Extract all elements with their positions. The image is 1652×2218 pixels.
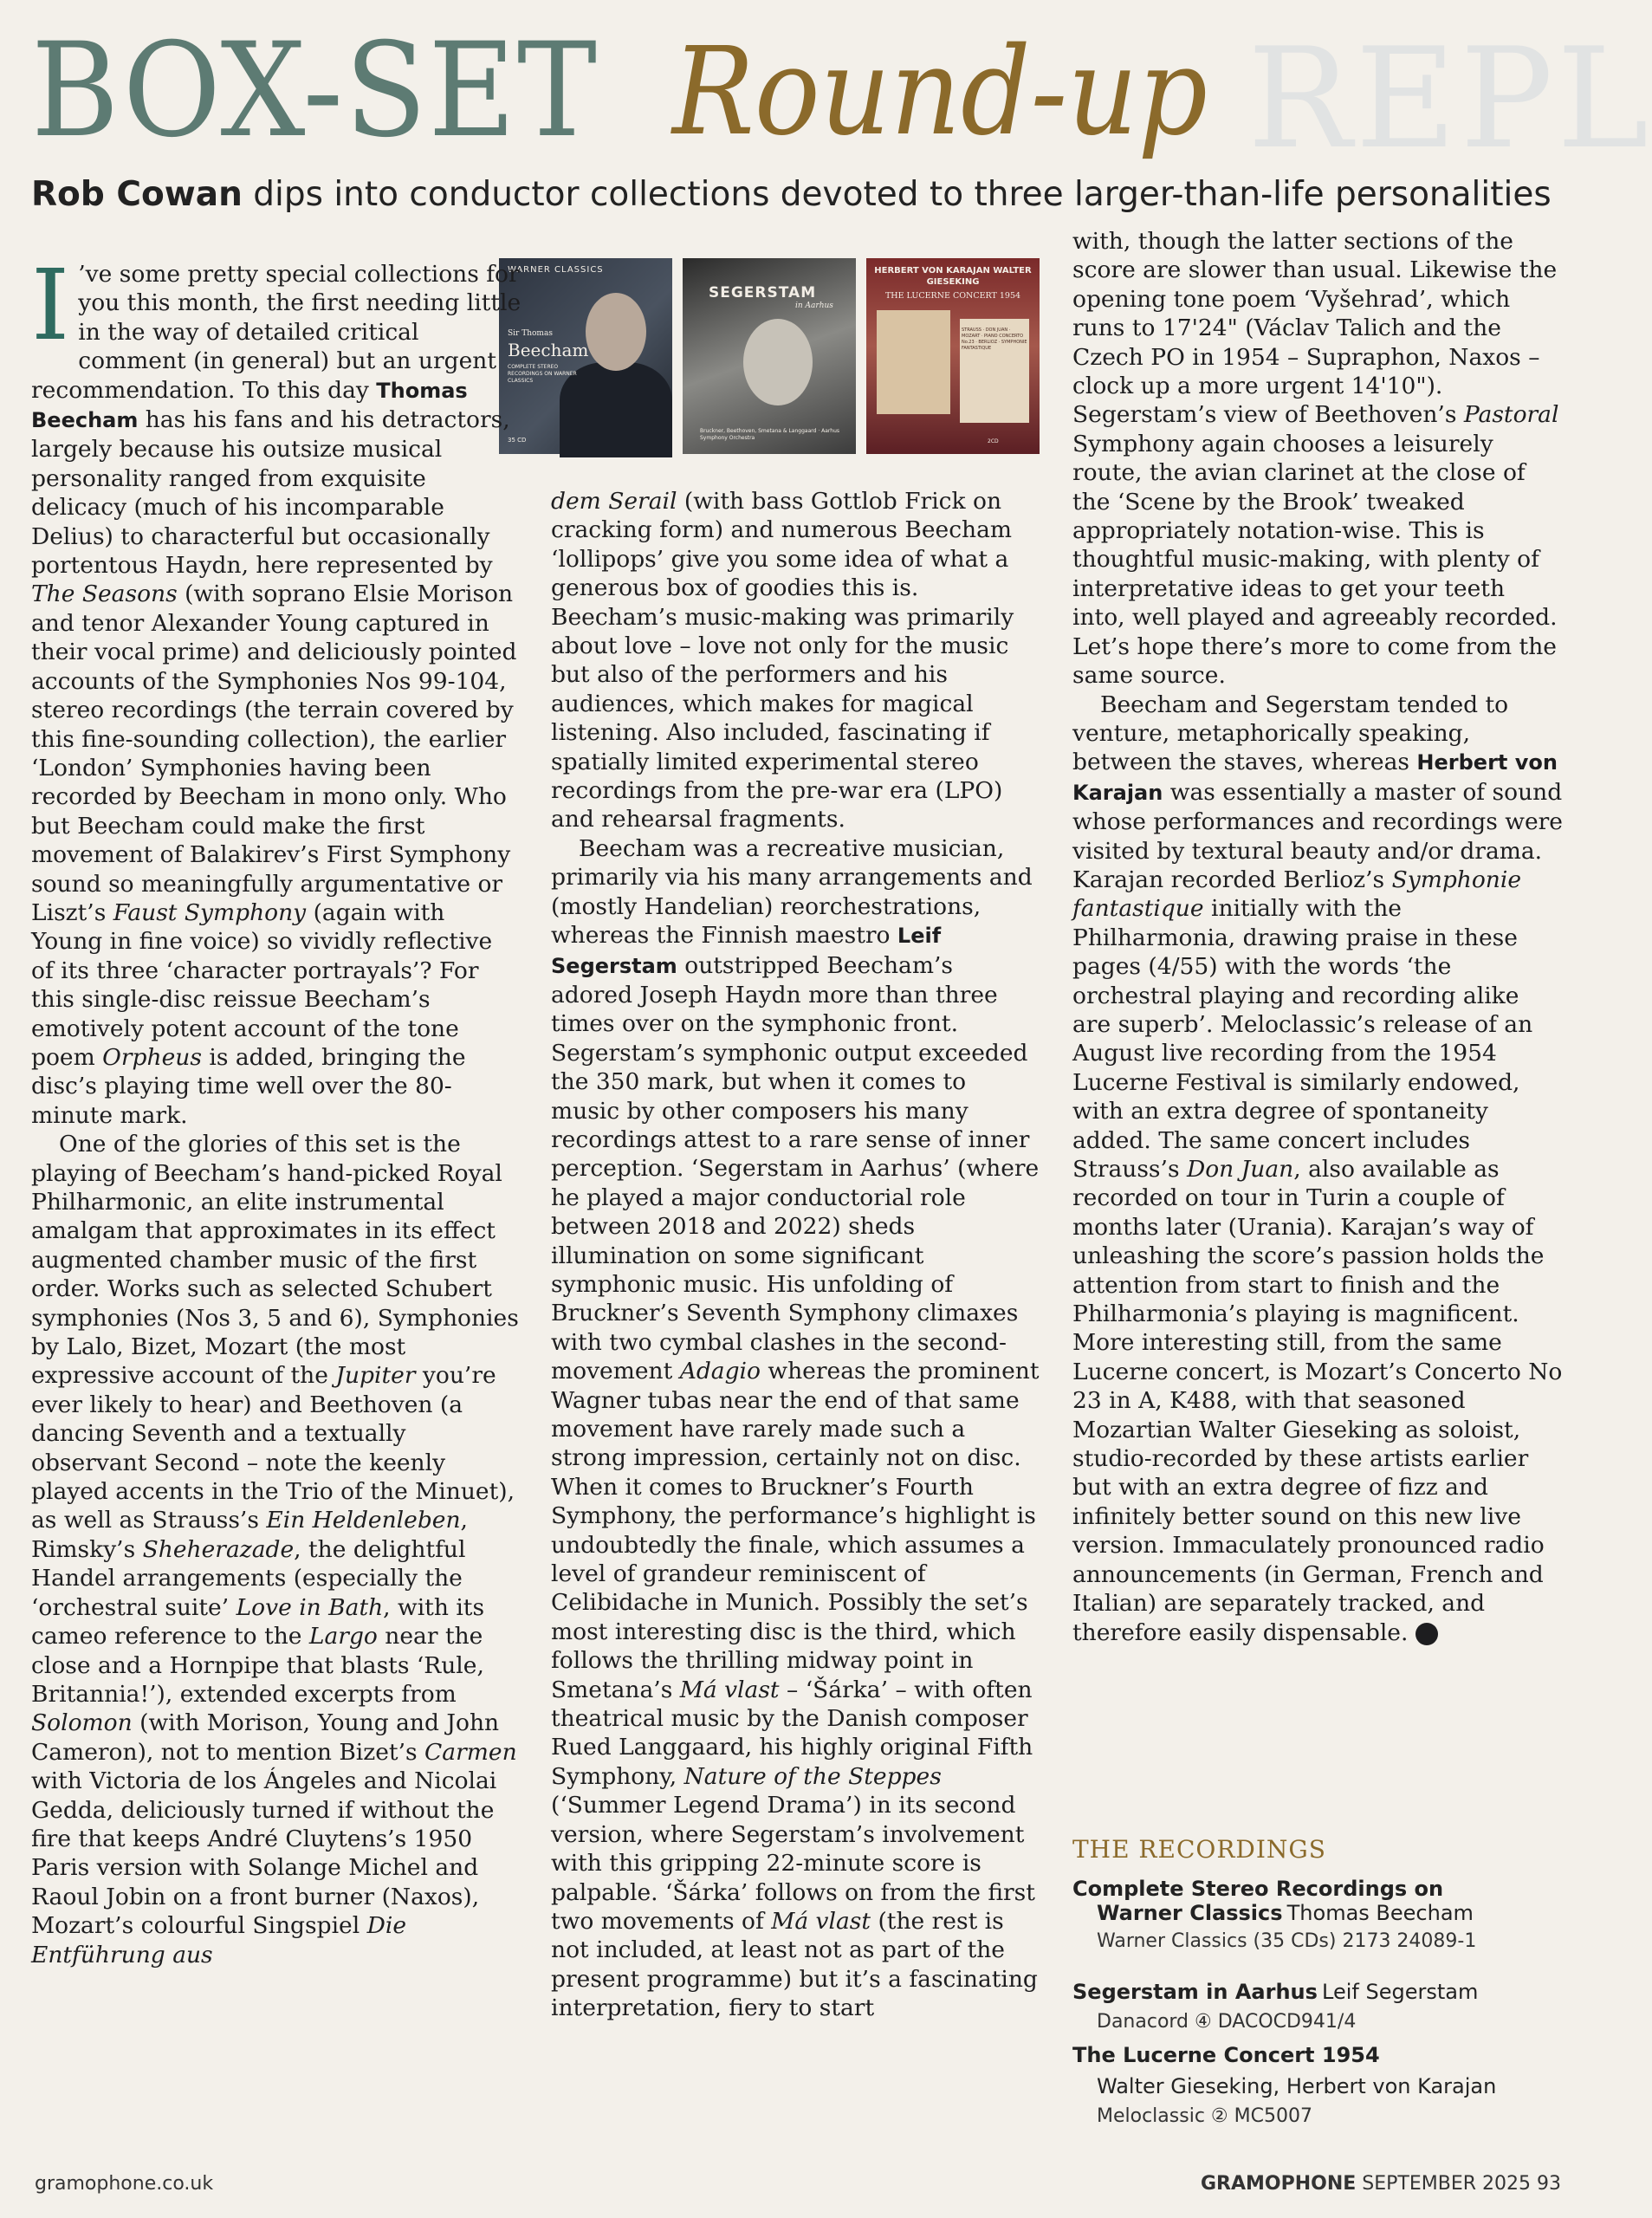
paragraph	[31, 250, 522, 1130]
cover-karajan	[866, 258, 1040, 454]
recording-item	[1072, 2043, 1575, 2127]
text: (‘Summer Legend Drama’) in its second version, where Segerstam’s involvement with this gripping 22-minute score is palpable. ‘Šárka’ follows on from the first two movements of	[551, 1792, 1035, 1935]
text: has his fans and his detractors, largely because his outsize musical personality ranged from exquisite delicacy (much of his incomparable Delius) to characterful but occasionally portentous Haydn, here represented by	[31, 406, 510, 580]
text: was essentially a master of sound whose performances and recordings were visited by textural beauty and/or drama. Karajan recorded Berlioz’s	[1072, 778, 1563, 893]
drop-cap: I	[31, 250, 70, 362]
text: with Victoria de los Ángeles and Nicolai Gedda, deliciously turned if without the fire that keeps André Cluytens’s 1950 Paris version with Solange Michel and Raoul Jobin on a front burner (Naxos), Mozart’s colourful Singspiel	[31, 1767, 497, 1940]
title-box-set: BOX-SET	[31, 16, 599, 166]
conductor-name: Leif Segerstam	[551, 924, 942, 978]
cover-subtitle: in Aarhus	[795, 302, 833, 310]
text: Beecham and Segerstam tended to venture, metaphorically speaking, between the staves, whereas	[1072, 691, 1509, 776]
recording-performer: Thomas Beecham	[1286, 1901, 1474, 1925]
text: One of the glories of this set is the playing of Beecham’s hand-picked Royal Philharmonic, an elite instrumental amalgam that approximates in its effect augmented chamber music of the first order. Works such as selected Schubert symphonies (Nos 3, 5 and 6), Symphonies by Lalo, Bizet, Mozart (the most expressive account of the	[31, 1131, 519, 1390]
footer-folio	[1201, 2173, 1561, 2195]
conductor-name: Thomas Beecham	[31, 378, 468, 433]
page-number: 93	[1537, 2173, 1561, 2195]
work-title: Pastoral	[1463, 401, 1559, 429]
recording-item	[1072, 1877, 1575, 1952]
paragraph	[31, 1130, 522, 1969]
text: (again with Young in fine voice) so vividly reflective of its three ‘character portrayals’? For this single-disc reissue Beecham’s emotively potent account of the tone poem	[31, 898, 493, 1071]
album-covers	[499, 258, 1040, 454]
text: with, though the latter sections of the score are slower than usual. Likewise the opening tone poem ‘Vyšehrad’, which runs to 17'24" (Václav Talich and the Czech PO in 1954 – Supraphon, Naxos – clock up a more urgent 14'10"). Segerstam’s view of Beethoven’s	[1072, 228, 1558, 429]
byline-text: dips into conductor collections devoted to three larger-than-life personalities	[253, 175, 1552, 214]
text: is added, bringing the disc’s playing time well over the 80-minute mark.	[31, 1043, 466, 1129]
recording-label: Danacord ④ DACOCD941/4	[1097, 2011, 1357, 2033]
work-title: Adagio	[679, 1358, 761, 1385]
text: initially with the Philharmonia, drawing praise in these pages (4/55) with the words ‘the orchestral playing and recording alike are superb’. Meloclassic’s release of an August live recording from the 1954 Lucerne Festival is similarly endowed, with an extra degree of spontaneity added. The same concert includes Strauss’s	[1072, 895, 1533, 1183]
work-title: Symphonie fantastique	[1072, 866, 1522, 923]
work-title: The Seasons	[31, 580, 178, 608]
cover-logo: WARNER CLASSICS	[508, 265, 604, 275]
paragraph	[1072, 691, 1563, 1647]
cover-segerstam	[683, 258, 856, 454]
work-title: Don Juan	[1186, 1156, 1294, 1183]
work-title: Largo	[308, 1623, 378, 1651]
work-title: Ein Heldenleben	[266, 1507, 461, 1534]
cover-footer: 2CD	[988, 438, 999, 444]
work-title: Carmen	[424, 1738, 517, 1766]
recording-performer: Walter Gieseking, Herbert von Karajan	[1097, 2074, 1497, 2098]
work-title: Solomon	[31, 1709, 133, 1737]
text: Beecham was a recreative musician, primarily via his many arrangements and (mostly Handelian) reorchestrations, whereas the Finnish maestro	[551, 834, 1033, 950]
cover-subtitle: COMPLETE STEREO RECORDINGS ON WARNER CLASSICS	[508, 364, 577, 384]
work-title: dem Serail	[551, 488, 677, 515]
work-title: Orpheus	[102, 1043, 202, 1071]
cover-program: STRAUSS · DON JUAN · MOZART · PIANO CONCERTO No.23 · BERLIOZ · SYMPHONIE FANTASTIQUE	[962, 328, 1027, 351]
cover-beecham	[499, 258, 672, 454]
paragraph	[1072, 227, 1563, 691]
recording-item	[1072, 1980, 1575, 2033]
recording-title: Complete Stereo Recordings on	[1072, 1877, 1444, 1901]
cover-sir: Sir Thomas	[508, 329, 553, 338]
recordings-heading: THE RECORDINGS	[1072, 1835, 1326, 1864]
cover-footer: Bruckner, Beethoven, Smetana & Langgaard · Aarhus Symphony Orchestra	[700, 428, 840, 441]
text: you’re ever likely to hear) and Beethoven (a dancing Seventh and a textually observant Second – note the keenly played accents in the Trio of the Minuet), as well as Strauss’s	[31, 1362, 515, 1534]
work-title: Sheherazade	[142, 1535, 295, 1563]
work-title: Má vlast	[679, 1676, 780, 1703]
work-title: Má vlast	[771, 1907, 871, 1935]
work-title: Nature of the Steppes	[683, 1762, 942, 1790]
text: , also available as recorded on tour in Turin a couple of months later (Urania). Karajan’s way of unleashing the score’s passion holds the attention from start to finish and the Philharmonia’s playing is magnificent. More interesting still, from the same Lucerne concert, is Mozart’s Concerto No 23 in A, K488, with that seasoned Mozartian Walter Gieseking as soloist, studio-recorded by these artists earlier but with an extra degree of fizz and infinitely better sound on this new live version. Immaculately pronounced radio announcements (in German, French and Italian) are separately tracked, and therefore easily dispensable.	[1072, 1156, 1563, 1646]
recording-label: Meloclassic ② MC5007	[1097, 2105, 1312, 2127]
text: whereas the prominent Wagner tubas near the end of that same movement have rarely made such a strong impression, certainly not on disc. When it comes to Bruckner’s Fourth Symphony, the performance’s highlight is undoubtedly the finale, which assumes a level of grandeur reminiscent of Celibidache in Munich. Possibly the set’s most interesting disc is the third, which follows the thrilling midway point in Smetana’s	[551, 1358, 1040, 1703]
cover-count: 35 CD	[508, 437, 527, 444]
title-round-up: Round-up	[672, 22, 1208, 163]
text: – ‘Šárka’ – with often theatrical music by the Danish composer Rued Langgaard, his highly original Fifth Symphony,	[551, 1676, 1033, 1790]
work-title: Die Entführung aus	[31, 1912, 407, 1968]
gramophone-end-icon: G	[1416, 1623, 1438, 1645]
paragraph	[551, 487, 1041, 834]
paragraph	[551, 834, 1041, 2023]
text: Symphony again chooses a leisurely route, the avian clarinet at the close of the ‘Scene by the Brook’ tweaked appropriately notation-wise. This is thoughtful music-making, with plenty of interpretative ideas to get your teeth into, well played and agreeably recorded. Let’s hope there’s more to come from the same source.	[1072, 430, 1558, 690]
text: (the rest is not included, at least not as part of the present programme) but it’s a fascinating interpretation, fiery to start	[551, 1907, 1038, 2022]
recording-label: Warner Classics (35 CDs) 2173 24089-1	[1097, 1930, 1477, 1952]
text: , Rimsky’s	[31, 1507, 468, 1563]
work-title: Love in Bath	[236, 1593, 384, 1621]
article-column-1	[31, 250, 522, 1969]
recording-title: Segerstam in Aarhus	[1072, 1980, 1318, 2004]
conductor-name: Herbert von Karajan	[1072, 750, 1558, 805]
text: , the delightful Handel arrangements (especially the ‘orchestral suite’	[31, 1535, 466, 1621]
recording-title: Warner Classics	[1097, 1901, 1283, 1925]
cover-name: SEGERSTAM	[709, 284, 817, 302]
recording-performer: Leif Segerstam	[1322, 1980, 1479, 2004]
article-title	[31, 9, 1590, 182]
text: ’ve some pretty special collections for you this month, the first needing little in the way of detailed critical comment (in general) but an urgent recommendation. To this day	[31, 261, 522, 404]
article-column-2	[551, 487, 1041, 2023]
text: (with bass Gottlob Frick on cracking form) and numerous Beecham ‘lollipops’ give you some idea of what a generous box of goodies this is. Beecham’s music-making was primarily about love – love not only for the music but also of the performers and his audiences, which makes for magical listening. Also included, fascinating if spatially limited experimental stereo recordings from the pre-war era (LPO) and rehearsal fragments.	[551, 488, 1014, 833]
bleed-through-text: REPL	[1247, 17, 1652, 179]
work-title: Faust Symphony	[113, 898, 307, 926]
recording-title: The Lucerne Concert 1954	[1072, 2043, 1380, 2067]
footer-magazine: GRAMOPHONE	[1200, 2173, 1357, 2195]
footer-issue: SEPTEMBER 2025	[1362, 2173, 1531, 2195]
text: near the close and a Hornpipe that blasts ‘Rule, Britannia!’), extended excerpts from	[31, 1623, 484, 1708]
work-title: Jupiter	[335, 1362, 416, 1390]
cover-heading: HERBERT VON KARAJAN WALTER GIESEKING	[874, 266, 1032, 287]
cover-subheading: THE LUCERNE CONCERT 1954	[884, 291, 1021, 301]
cover-name: Beecham	[508, 340, 589, 360]
article-column-3	[1072, 227, 1563, 1647]
text: outstripped Beecham’s adored Joseph Haydn more than three times over on the symphonic front. Segerstam’s symphonic output exceeded the 350 mark, but when it comes to music by other composers his many recordings attest to a rare sense of inner perception. ‘Segerstam in Aarhus’ (where he played a major conductorial role between 2018 and 2022) sheds illumination on some significant symphonic music. His unfolding of Bruckner’s Seventh Symphony climaxes with two cymbal clashes in the second-movement	[551, 951, 1040, 1385]
text: , with its cameo reference to the	[31, 1593, 485, 1651]
byline-name: Rob Cowan	[31, 175, 243, 214]
standfirst	[31, 172, 1582, 218]
text: (with soprano Elsie Morison and tenor Alexander Young captured in their vocal prime) and deliciously pointed accounts of the Symphonies Nos 99-104, stereo recordings (the terrain covered by this fine-sounding collection), the earlier ‘London’ Symphonies having been recorded by Beecham in mono only. Who but Beecham could make the first movement of Balakirev’s First Symphony sound so meaningfully argumentative or Liszt’s	[31, 580, 517, 926]
footer-website: gramophone.co.uk	[35, 2173, 214, 2195]
text: (with Morison, Young and John Cameron), not to mention Bizet’s	[31, 1709, 500, 1766]
